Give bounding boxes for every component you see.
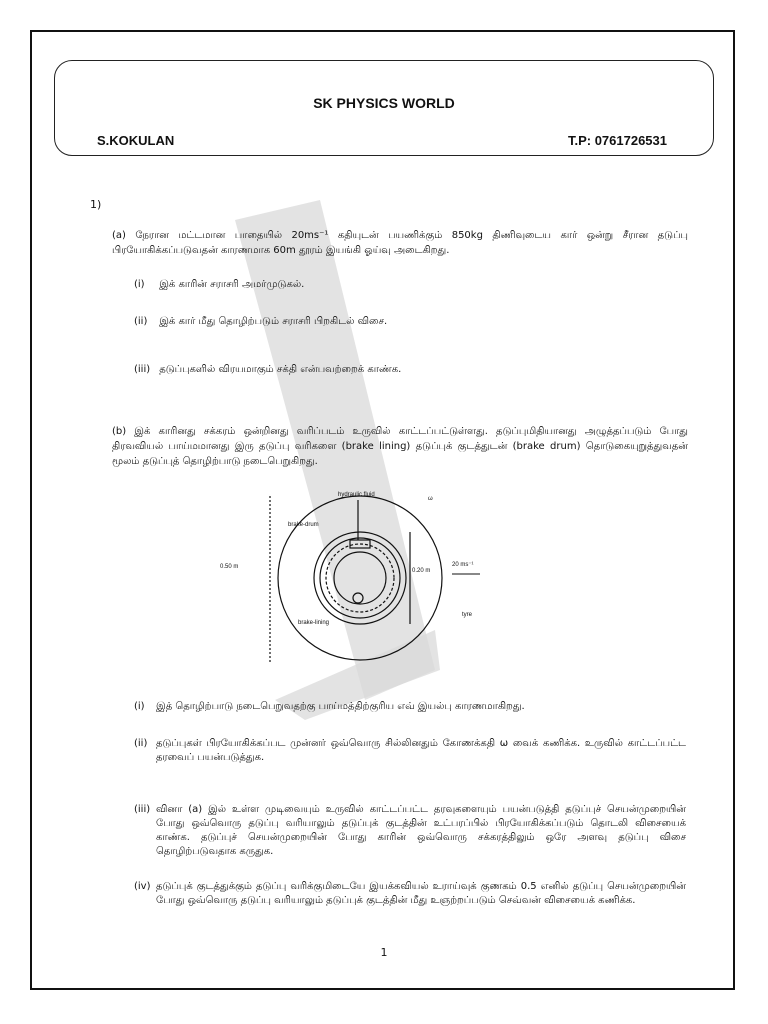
item-text: தடுப்புக் குடத்துக்கும் தடுப்பு வரிக்குமிடையே இயக்கவியல் உராய்வுக் குணகம் 0.5 எனில் தடுப்பு செயன்முறையின் போது ஒவ்வொரு தடுப்பு வரியாலும் தடுப்புக் குடத்தின் மீது உஞற்றப்படும் செவ்வன் விசையைக் கணிக்க. [156, 881, 686, 906]
item-text: இத் தொழிற்பாடு நடைபெறுவதற்கு பாய்மத்திற்குரிய எவ் இயல்பு காரணமாகிறது. [156, 701, 525, 712]
part-b-item [134, 700, 686, 714]
part-b-label: (b) [112, 426, 127, 437]
part-a-text [112, 228, 688, 258]
speed-label: 20 ms⁻¹ [452, 562, 474, 568]
phone-number: T.P: 0761726531 [567, 133, 667, 148]
part-b-text [112, 424, 688, 469]
brake-drum-label: brake-drum [288, 522, 319, 528]
brake-diagram [220, 486, 550, 666]
item-text: தடுப்புகளில் விரயமாகும் சக்தி என்பவற்றைக் காண்க. [159, 364, 402, 375]
hydraulic-fluid-label: hydraulic fluid [338, 492, 375, 498]
item-number: (i) [134, 279, 145, 290]
outer-diameter-label: 0.50 m [220, 564, 239, 570]
page-header [54, 60, 714, 156]
inner-diameter-label: 0.20 m [412, 568, 431, 574]
part-b-body: இக் காரினது சக்கரம் ஒன்றினது வரிப்படம் உருவில் காட்டப்பட்டுள்ளது. தடுப்புமிதியானது அழுத்தப்படும் போது திரவவியல் பாய்மமானது இரு தடுப்பு வரிகளை (brake lining) தடுப்புக் குடத்துடன் (brake drum) தொடுகையுறுத்துவதன் மூலம் தடுப்புத் தொழிற்பாடு நடைபெறுகிறது. [112, 426, 688, 467]
page-number: 1 [380, 946, 388, 959]
item-text: வினா (a) இல் உள்ள முடிவையும் உருவில் காட்டப்பட்ட தரவுகளையும் பயன்படுத்தி தடுப்புச் செயன்முறையின் போது ஒவ்வொரு தடுப்பு வரியாலும் தடுப்புக் குடத்தின் உட்பரப்பில் பிரயோகிக்கப்படும் தொடலி விசையைக் காண்க. தடுப்புச் செயன்முறையின் போது காரின் ஒவ்வொரு சக்கரத்திலும் ஒரே அளவு தடுப்பு விசை தொழிற்படுவதாக கருதுக. [156, 804, 686, 857]
brake-drawing [270, 496, 442, 662]
item-text: இக் கார் மீது தொழிற்படும் சராசரி பிறகிடல் விசை. [159, 316, 388, 327]
item-number: (iv) [134, 881, 151, 892]
part-a-item [134, 314, 387, 329]
part-a-body: நேரான மட்டமான பாதையில் 20ms⁻¹ கதியுடன் பயணிக்கும் 850kg திணிவுடைய கார் ஒன்று சீரான தடுப்பு பிரயோகிக்கப்படுவதன் காரணமாக 60m தூரம் இயங்கி ஓய்வு அடைகிறது. [112, 230, 688, 256]
part-b-item [134, 880, 686, 908]
item-number: (iii) [134, 804, 151, 815]
part-a-item [134, 362, 401, 377]
part-b-item [134, 737, 686, 765]
part-a-item [134, 277, 304, 292]
tyre-label: tyre [462, 612, 473, 618]
item-number: (i) [134, 701, 145, 712]
part-b-item [134, 803, 686, 859]
brake-lining-label: brake-lining [298, 620, 330, 626]
item-number: (ii) [134, 316, 148, 327]
item-text: தடுப்புகள் பிரயோகிக்கப்பட முன்னர் ஒவ்வொரு சில்லினதும் கோணக்கதி ω வைக் கணிக்க. உருவில் காட்டப்பட்ட தரவைப் பயன்படுத்துக. [156, 738, 686, 763]
part-a-label: (a) [112, 230, 126, 241]
item-text: இக் காரின் சராசரி அமர்முடுகல். [159, 279, 305, 290]
item-number: (ii) [134, 738, 148, 749]
question-number: 1) [90, 198, 102, 211]
site-title: SK PHYSICS WORLD [313, 95, 455, 111]
item-number: (iii) [134, 364, 151, 375]
omega-label: ω [428, 496, 433, 502]
author-name: S.KOKULAN [97, 133, 175, 148]
